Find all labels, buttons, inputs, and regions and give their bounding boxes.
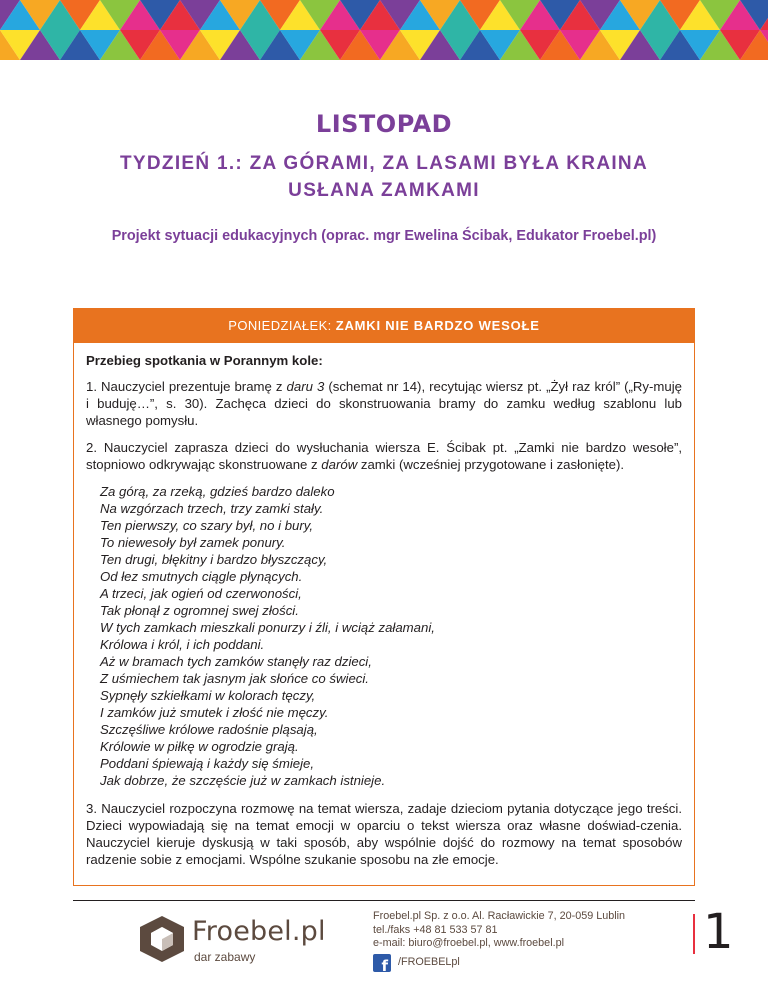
poem-line: Tak płonął z ogromnej swej złości.: [100, 603, 299, 618]
poem: [86, 483, 682, 789]
poem-line: Z uśmiechem tak jasnym jak słońce co świeci.: [100, 671, 369, 686]
poem-line: Poddani śpiewają i każdy się śmieje,: [100, 756, 315, 771]
paragraph-2-a: 2. Nauczyciel zaprasza dzieci do wysłuchania wiersza E. Ścibak pt. „Zamki nie bardzo wesołe”, stopniowo odkrywając skonstruowane z: [86, 440, 682, 472]
week-title-line-1: TYDZIEŃ 1.: ZA GÓRAMI, ZA LASAMI BYŁA KRAINA: [120, 153, 648, 174]
paragraph-1: [86, 378, 682, 429]
poem-line: To niewesoły był zamek ponury.: [100, 535, 286, 550]
paragraph-1-emphasis: daru 3: [286, 379, 325, 394]
page-title-month: LISTOPAD: [315, 110, 453, 138]
froebel-logo[interactable]: [138, 912, 328, 974]
poem-line: Na wzgórzach trzech, trzy zamki stały.: [100, 501, 324, 516]
poem-line: Aż w bramach tych zamków stanęły raz dzieci,: [100, 654, 372, 669]
paragraph-2-emphasis: darów: [321, 457, 358, 472]
paragraph-3: 3. Nauczyciel rozpoczyna rozmowę na temat wiersza, zadaje dzieciom pytania dotyczące jego treści. Dzieci wypowiadają się na temat emocji w oparciu o tekst wiersza oraz własne doświad-czenia. Nauczyciel kieruje dyskusją w taki sposób, aby wspólnie dojść do rozmowy na temat sposobów radzenie sobie z emocjami. Wspólne szukanie sposobu na złe emocje.: [86, 801, 682, 867]
facebook-handle: /FROEBELpl: [398, 955, 460, 968]
contact-info: [373, 910, 626, 975]
paragraph-2-c: zamki (wcześniej przygotowane i zasłonięte).: [357, 457, 625, 472]
lesson-box-header: [74, 309, 694, 343]
logo-name: Froebel.pl: [192, 916, 326, 947]
poem-line: Królowie w piłkę w ogrodzie grają.: [100, 739, 299, 754]
week-title-line-2: USŁANA ZAMKAMI: [288, 180, 480, 201]
lesson-box: [73, 308, 695, 886]
poem-line: I zamków już smutek i złość nie męczy.: [100, 705, 329, 720]
poem-line: Od łez smutnych ciągle płynących.: [100, 569, 303, 584]
poem-line: W tych zamkach mieszkali ponurzy i źli, i wciąż załamani,: [100, 620, 435, 635]
poem-line: A trzeci, jak ogień od czerwoności,: [100, 586, 302, 601]
facebook-icon: f: [373, 954, 391, 972]
logo-cube-icon: [138, 914, 186, 964]
triangle-pattern-banner: [0, 0, 768, 60]
logo-tagline: dar zabawy: [194, 950, 256, 964]
poem-line: Szczęśliwe królowe radośnie pląsają,: [100, 722, 318, 737]
contact-address: Froebel.pl Sp. z o.o. Al. Racławickie 7, 20-059 Lublin: [373, 910, 626, 922]
poem-line: Jak dobrze, że szczęście już w zamkach istnieje.: [100, 773, 386, 788]
paragraph-1-c: (schemat nr 14), recytując wiersz pt. „Żył raz król” („Ry-muję i buduję…”, s. 30). Zachęca dzieci do skonstruowania bramy do zamku według szablonu lub własnego pomysłu.: [86, 379, 682, 428]
lesson-lead: Przebieg spotkania w Porannym kole:: [86, 353, 323, 368]
poem-line: Ten drugi, błękitny i bardzo błyszczący,: [100, 552, 328, 567]
paragraph-2: [86, 439, 682, 473]
day-title: ZAMKI NIE BARDZO WESOŁE: [335, 318, 540, 333]
page-number: 1: [703, 904, 734, 960]
page-number-marker: [693, 914, 695, 954]
day-label: PONIEDZIAŁEK:: [228, 318, 336, 333]
poem-line: Ten pierwszy, co szary był, no i bury,: [100, 518, 314, 533]
footer-divider: [73, 900, 695, 901]
poem-line: Za górą, za rzeką, gdzieś bardzo daleko: [100, 484, 335, 499]
contact-email[interactable]: e-mail: biuro@froebel.pl, www.froebel.pl: [373, 937, 564, 949]
week-title: [84, 150, 684, 204]
poem-line: Królowa i król, i ich poddani.: [100, 637, 265, 652]
project-subtitle: Projekt sytuacji edukacyjnych (oprac. mgr Ewelina Ścibak, Edukator Froebel.pl): [111, 228, 657, 244]
paragraph-1-a: 1. Nauczyciel prezentuje bramę z: [86, 379, 287, 394]
facebook-link[interactable]: [373, 954, 625, 975]
contact-phone: tel./faks +48 81 533 57 81: [373, 923, 498, 936]
lesson-box-body: [74, 343, 694, 868]
poem-line: Sypnęły szkiełkami w kolorach tęczy,: [100, 688, 316, 703]
